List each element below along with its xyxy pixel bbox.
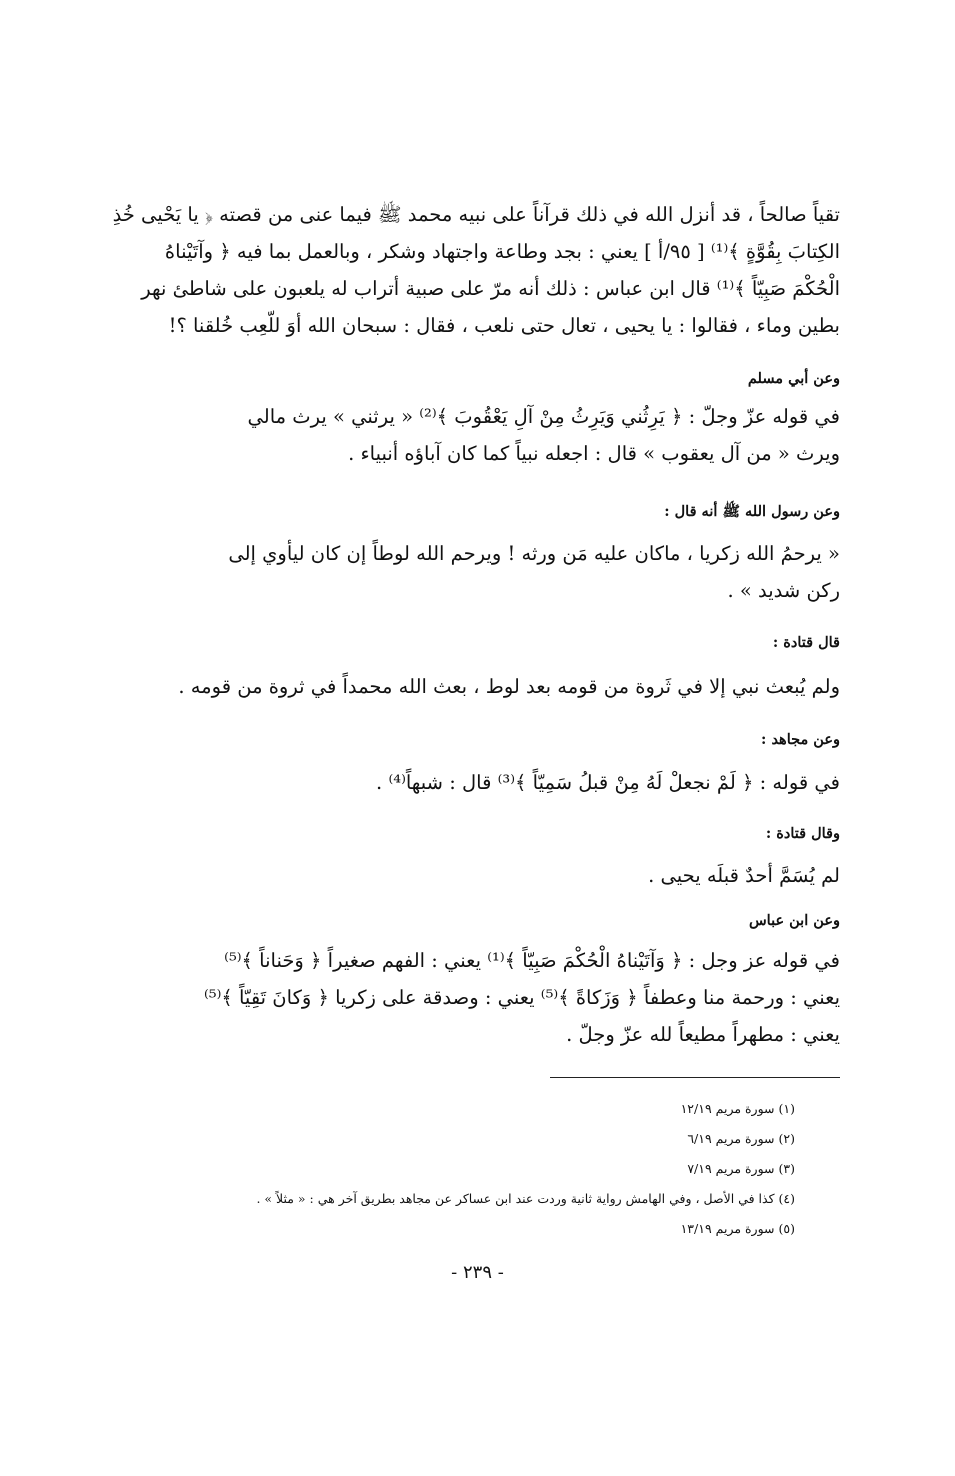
text-line: يعني : مطهراً مطيعاً لله عزّ وجلّ . [566,1023,840,1046]
footnotes [155,1094,795,1244]
section-heading-ibn-abbas: وعن ابن عباس [748,912,840,929]
text-line: « يرحمُ الله زكريا ، ماكان عليه مَن ورثه ! ويرحم الله لوطاً إن كان ليأوي إلى [228,542,840,565]
text-line: ويرث « من آل يعقوب » قال : اجعله نبياً كما كان آباؤه أنبياء . [348,442,840,465]
footnote: (٥) سورة مريم ١٣/١٩ [680,1221,795,1236]
text-line: في قوله : ﴿ لَمْ نجعلْ لَهُ مِنْ قبلُ سَمِيّاً ﴾⁽³⁾ قال : شبهاً⁽⁴⁾ . [376,771,840,794]
section-heading-qatada-1: قال قتادة : [772,634,840,651]
footnote: (١) سورة مريم ١٢/١٩ [680,1101,795,1116]
text-line: الكِتابَ بِقُوَّةٍ ﴾⁽¹⁾ [ ٩٥/أ ] يعني : بجد وطاعة واجتهاد وشكر ، وبالعمل بما فيه ﴿ وآتَيْناهُ [164,240,840,263]
paragraph-opening [112,196,840,344]
text-line: في قوله عزّ وجلّ : ﴿ يَرِثُني وَيَرِثُ مِنْ آلِ يَعْقُوبَ ﴾⁽²⁾ « يرثني » يرث مالي [247,405,840,428]
text-line: ولم يُبعث نبي إلا في ثَروة من قومه بعد لوط ، بعث الله محمداً في ثروة من قومه . [178,675,840,698]
paragraph-abu-muslim [160,398,840,472]
footnote-divider [550,1077,840,1078]
section-heading-qatada-2: وقال قتادة : [765,825,840,842]
paragraph-ibn-abbas [160,942,840,1053]
text-line: بطين وماء ، فقالوا : يا يحيى ، تعال حتى نلعب ، فقال : سبحان الله أوَ للّعِب خُلقنا ؟! [168,314,840,337]
section-heading-abu-muslim: وعن أبي مسلم [747,370,840,387]
text-line: تقياً صالحاً ، قد أنزل الله في ذلك قرآناً على نبيه محمد ﷺ فيما عنى من قصته ﴿ يا يَحْيى خُذِ [112,203,840,226]
footnote: (٢) سورة مريم ٦/١٩ [687,1131,795,1146]
text-line: ركن شديد » . [727,579,840,602]
text-line: يعني : ورحمة منا وعطفاً ﴿ وَزَكاةً ﴾⁽⁵⁾ يعني : وصدقة على زكريا ﴿ وَكانَ تَقِيّاً ﴾⁽⁵⁾ [203,986,840,1009]
page-number: - ٢٣٩ - [451,1262,504,1283]
paragraph-prophet [160,535,840,609]
section-heading-prophet: وعن رسول الله ﷺ أنه قال : [664,503,840,520]
text-line: الْحُكْمَ صَبِيّاً ﴾⁽¹⁾ قال ابن عباس : ذلك أنه مرّ على صبية أتراب له يلعبون على شاطئ نهر [141,277,840,300]
footnote: (٣) سورة مريم ٧/١٩ [687,1161,795,1176]
paragraph-qatada-2 [160,857,840,894]
text-line: في قوله عز وجل : ﴿ وَآتَيْناهُ الْحُكْمَ صَبِيّاً ﴾⁽¹⁾ يعني : الفهم صغيراً ﴿ وَحَناناً ﴾⁽⁵⁾ [224,949,840,972]
footnote: (٤) كذا في الأصل ، وفي الهامش رواية ثانية وردت عند ابن عساكر عن مجاهد بطريق آخر هي : « مثلاً » . [256,1191,795,1206]
paragraph-mujahid [160,764,840,801]
paragraph-qatada-1 [160,668,840,705]
section-heading-mujahid: وعن مجاهد : [761,731,840,748]
text-line: لم يُسَمَّ أحدٌ قبلَه يحيى . [648,864,840,887]
